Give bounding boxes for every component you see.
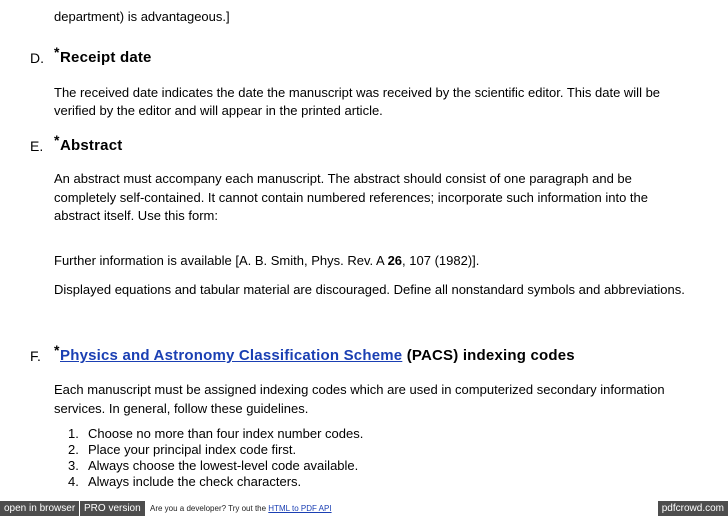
- section-title: [60, 347, 575, 364]
- example-citation: [54, 251, 479, 270]
- paragraph-line: abstract itself. Use this form:: [54, 208, 218, 223]
- list-number: 3.: [68, 458, 79, 473]
- list-number: 4.: [68, 474, 79, 489]
- section-title: Abstract: [60, 137, 123, 154]
- developer-message: [150, 500, 332, 517]
- section-title-rest: (PACS) indexing codes: [402, 347, 575, 364]
- example-text-before: Further information is available [A. B. Smith, Phys. Rev. A: [54, 253, 388, 268]
- list-item: [68, 426, 363, 442]
- paragraph-line: Each manuscript must be assigned indexing codes which are used in computerized secondary information: [54, 382, 665, 397]
- paragraph-line: completely self-contained. It cannot contain numbered references; incorporate such information into the: [54, 190, 649, 205]
- html-to-pdf-api-link[interactable]: HTML to PDF API: [268, 504, 332, 513]
- list-number: 1.: [68, 426, 79, 441]
- section-letter: F.: [30, 348, 41, 364]
- list-text: Always include the check characters.: [88, 474, 302, 489]
- required-asterisk: *: [54, 342, 60, 358]
- list-item: [68, 442, 363, 458]
- guidelines-list: [68, 426, 363, 490]
- list-text: Place your principal index code first.: [88, 442, 297, 457]
- paragraph-line: An abstract must accompany each manuscript. The abstract should consist of one paragraph and be: [54, 171, 632, 186]
- required-asterisk: *: [54, 132, 60, 148]
- pdfcrowd-brand-button[interactable]: pdfcrowd.com: [658, 501, 728, 516]
- paragraph-line: The received date indicates the date the manuscript was received by the scientific editor. This date will be: [54, 85, 661, 100]
- list-number: 2.: [68, 442, 79, 457]
- section-letter: E.: [30, 138, 44, 154]
- section-title: Receipt date: [60, 49, 152, 66]
- list-text: Always choose the lowest-level code available.: [88, 458, 359, 473]
- paragraph-note: Displayed equations and tabular material are discouraged. Define all nonstandard symbols and abbreviations.: [54, 282, 685, 297]
- pro-version-button[interactable]: PRO version: [80, 501, 145, 516]
- open-in-browser-button[interactable]: open in browser: [0, 501, 79, 516]
- section-letter: D.: [30, 50, 44, 66]
- list-item: [68, 458, 363, 474]
- list-item: [68, 474, 363, 490]
- required-asterisk: *: [54, 44, 60, 60]
- developer-message-text: Are you a developer? Try out the: [150, 504, 269, 513]
- paragraph-line: verified by the editor and will appear in the printed article.: [54, 103, 383, 118]
- top-fragment-text: department) is advantageous.]: [54, 9, 230, 24]
- list-text: Choose no more than four index number codes.: [88, 426, 364, 441]
- pacs-link[interactable]: Physics and Astronomy Classification Scheme: [60, 347, 403, 364]
- paragraph-line: services. In general, follow these guidelines.: [54, 401, 309, 416]
- pdfcrowd-bar: [0, 500, 728, 517]
- example-volume: 26: [387, 253, 403, 268]
- example-text-after: , 107 (1982)].: [402, 253, 480, 268]
